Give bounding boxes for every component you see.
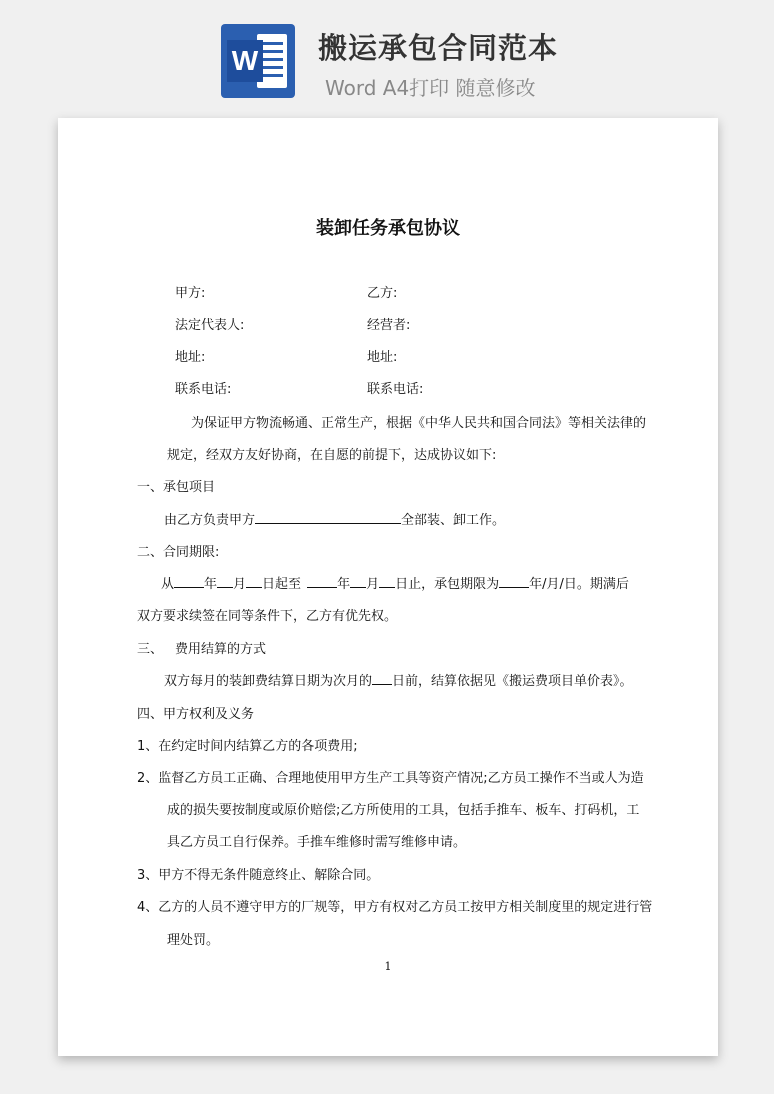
section-2-line-1 (161, 573, 629, 592)
section-3-text-a: 双方每月的装卸费结算日期为次月的 (164, 674, 373, 689)
section-3-text-b: 日前，结算依据见《搬运费项目单价表》。 (392, 674, 633, 689)
section-4-heading: 四、甲方权利及义务 (137, 707, 255, 722)
blank-line (350, 575, 366, 588)
section-4-item-continued: 具乙方员工自行保养。手推车维修时需写维修申请。 (167, 835, 467, 850)
page-number: 1 (384, 960, 392, 973)
section-4-item: 2、监督乙方员工正确、合理地使用甲方生产工具等资产情况;乙方员工操作不当或人为造 (137, 771, 644, 786)
address-a-label: 地址: (175, 350, 206, 365)
period-unit-label: 年/月/日。期满后 (529, 577, 629, 592)
year-label: 年 (204, 577, 218, 592)
word-icon-line (261, 42, 283, 45)
page-title: 搬运承包合同范本 (318, 31, 559, 65)
document-title: 装卸任务承包协议 (316, 218, 460, 239)
phone-b-label: 联系电话: (367, 382, 424, 397)
section-1-text-a: 由乙方负责甲方 (164, 513, 256, 528)
party-a-label: 甲方: (175, 286, 206, 301)
from-label: 从 (161, 577, 175, 592)
section-1-text (164, 509, 505, 528)
blank-line (255, 511, 401, 524)
word-icon-letter: W (227, 40, 263, 82)
word-icon-line (261, 58, 283, 61)
blank-line (246, 575, 262, 588)
word-icon-line (261, 74, 283, 77)
address-b-label: 地址: (367, 350, 398, 365)
section-4-item: 1、在约定时间内结算乙方的各项费用; (137, 739, 358, 754)
section-2-heading: 二、合同期限: (137, 545, 220, 560)
blank-line (379, 575, 395, 588)
month-label: 月 (366, 577, 380, 592)
section-1-text-b: 全部装、卸工作。 (401, 513, 506, 528)
section-2-line-2: 双方要求续签在同等条件下，乙方有优先权。 (137, 609, 398, 624)
blank-line (499, 575, 529, 588)
blank-line (307, 575, 337, 588)
legal-rep-label: 法定代表人: (175, 318, 245, 333)
day-label: 日起至 (262, 577, 302, 592)
operator-label: 经营者: (367, 318, 411, 333)
year-label: 年 (337, 577, 351, 592)
intro-line-1: 为保证甲方物流畅通、正常生产，根据《中华人民共和国合同法》等相关法律的 (191, 416, 647, 431)
month-label: 月 (233, 577, 247, 592)
document-page (58, 118, 718, 1056)
intro-line-2: 规定，经双方友好协商，在自愿的前提下，达成协议如下: (167, 448, 497, 463)
blank-line (174, 575, 204, 588)
blank-line (372, 672, 392, 685)
section-4-item: 4、乙方的人员不遵守甲方的厂规等，甲方有权对乙方员工按甲方相关制度里的规定进行管 (137, 900, 653, 915)
day-label: 日止，承包期限为 (395, 577, 500, 592)
page-header (0, 0, 774, 110)
page-subtitle: Word A4打印 随意修改 (325, 76, 536, 100)
section-4-item-continued: 理处罚。 (167, 933, 220, 948)
phone-a-label: 联系电话: (175, 382, 232, 397)
word-icon (221, 24, 295, 98)
section-3-heading: 费用结算的方式 (175, 642, 267, 657)
word-icon-line (261, 50, 283, 53)
section-1-heading: 一、承包项目 (137, 480, 216, 495)
section-3-heading-number: 三、 (137, 642, 164, 657)
section-3-text (164, 670, 633, 689)
blank-line (217, 575, 233, 588)
section-4-item-continued: 成的损失要按制度或原价赔偿;乙方所使用的工具，包括手推车、板车、打码机，工 (167, 803, 640, 818)
party-b-label: 乙方: (367, 286, 398, 301)
section-4-item: 3、甲方不得无条件随意终止、解除合同。 (137, 868, 380, 883)
word-icon-line (261, 66, 283, 69)
